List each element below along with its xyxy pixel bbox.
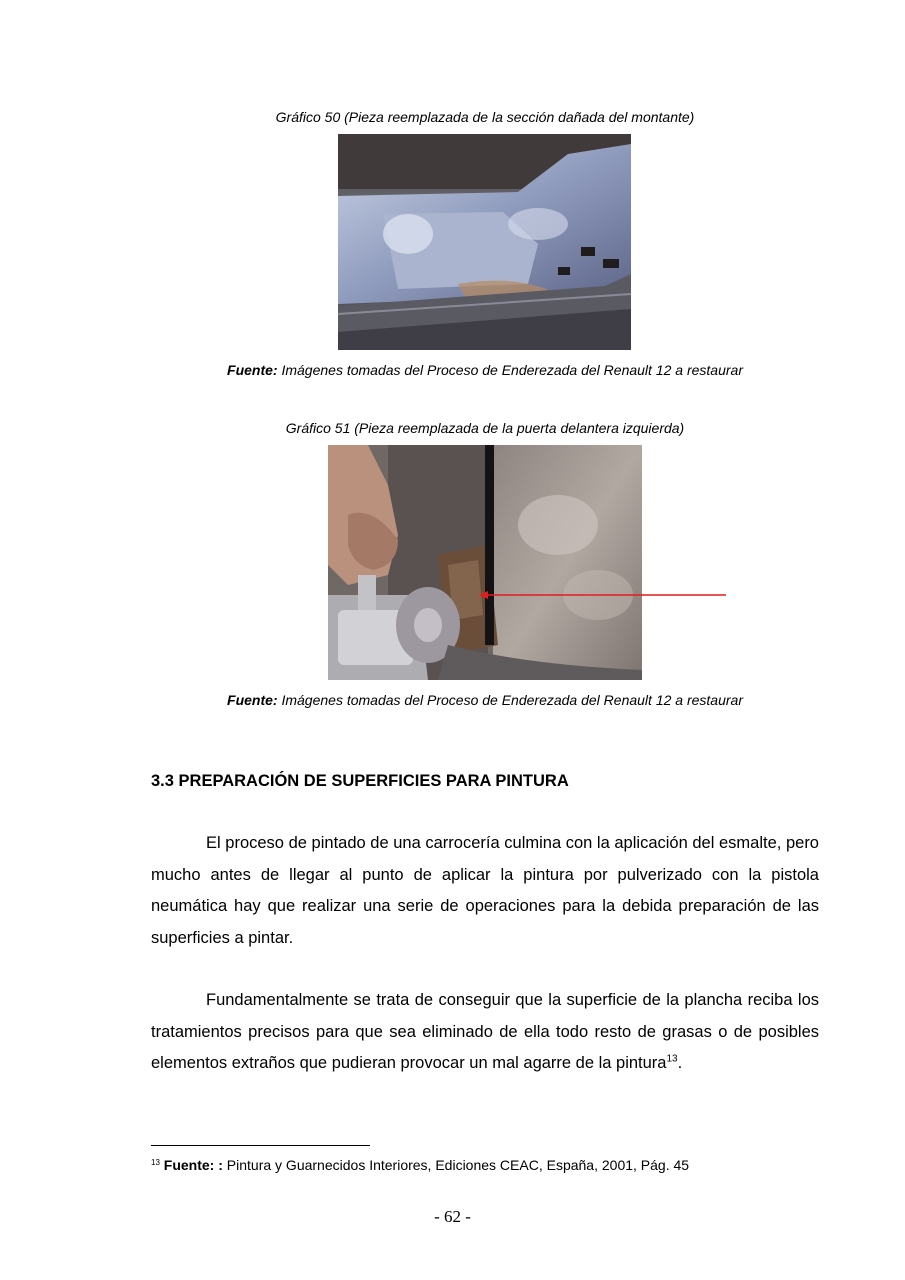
figure-50-caption: Gráfico 50 (Pieza reemplazada de la sección dañada del montante) — [275, 109, 695, 125]
footnote-separator — [151, 1145, 370, 1146]
footnote-text: Pintura y Guarnecidos Interiores, Ediciones CEAC, España, 2001, Pág. 45 — [222, 1157, 690, 1173]
figure-51-source-text: Imágenes tomadas del Proceso de Enderezada del Renault 12 a restaurar — [277, 692, 743, 708]
section-heading: 3.3 PREPARACIÓN DE SUPERFICIES PARA PINTURA — [151, 772, 569, 790]
footnote — [151, 1154, 689, 1174]
figure-51-source-label: Fuente: — [227, 692, 278, 708]
figure-50-source-text: Imágenes tomadas del Proceso de Enderezada del Renault 12 a restaurar — [277, 362, 743, 378]
figure-50-source-label: Fuente: — [227, 362, 278, 378]
figure-51-photo — [328, 445, 642, 680]
figure-51-caption: Gráfico 51 (Pieza reemplazada de la puerta delantera izquierda) — [285, 420, 685, 436]
footnote-reference[interactable]: 13 — [666, 1053, 678, 1065]
page-number: - 62 - — [434, 1207, 471, 1226]
paragraph-2 — [151, 985, 819, 1080]
figure-50-photo — [338, 134, 631, 350]
paragraph-2-end: . — [677, 1054, 683, 1072]
figure-51-source — [150, 691, 820, 709]
figure-50-source — [150, 361, 820, 379]
paragraph-1: El proceso de pintado de una carrocería culmina con la aplicación del esmalte, pero mucho antes de llegar al punto de aplicar la pintura por pulverizado con la pistola neumática hay que realizar una serie de operaciones para la debida preparación de las superficies a pintar. — [151, 834, 819, 947]
footnote-label: Fuente: : — [163, 1157, 223, 1173]
footnote-number: 13 — [151, 1158, 160, 1167]
red-arrow-icon — [470, 586, 730, 604]
paragraph-2-text: Fundamentalmente se trata de conseguir que la superficie de la plancha reciba los tratamientos precisos para que sea eliminado de ella todo resto de grasas o de posibles elementos extraños que pudieran provocar un mal agarre de la pintura — [151, 991, 819, 1072]
